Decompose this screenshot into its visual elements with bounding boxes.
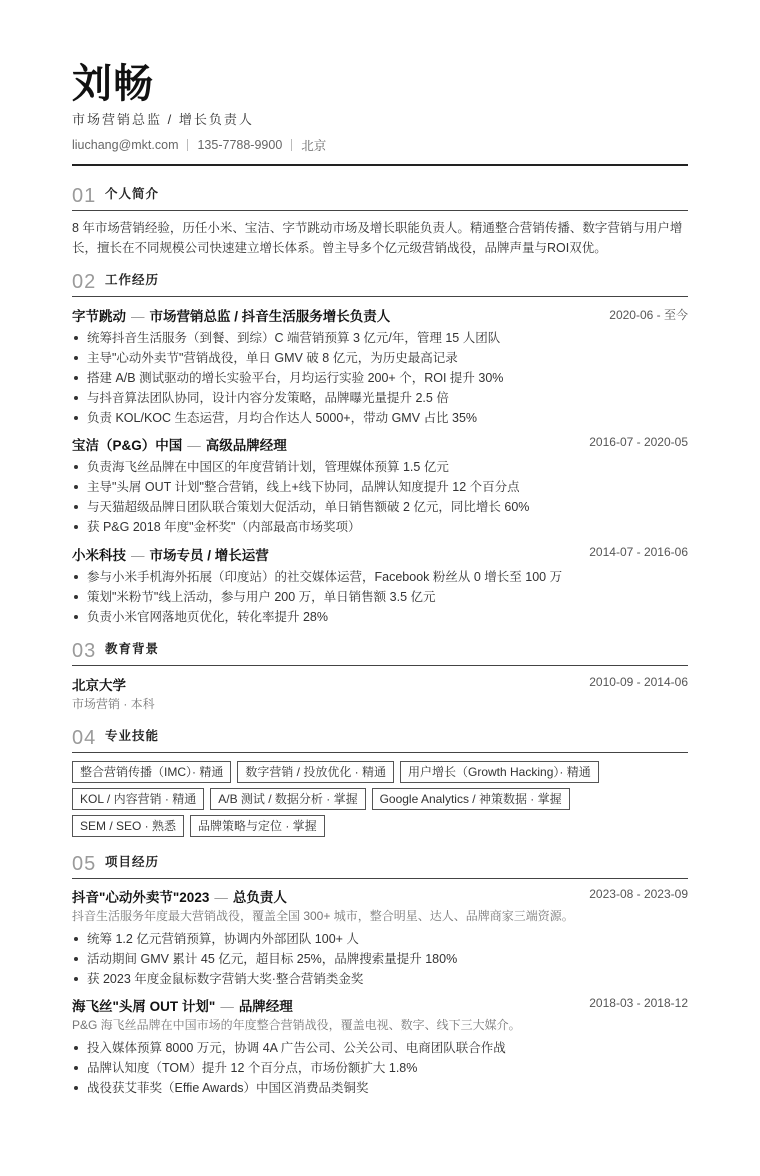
list-item: 与天猫超级品牌日团队联合策划大促活动，单日销售额破 2 亿元，同比增长 60% bbox=[72, 497, 688, 517]
job-role: 高级品牌经理 bbox=[205, 438, 287, 453]
job-bullets-pg bbox=[72, 457, 688, 537]
list-item: 负责小米官网落地页优化，转化率提升 28% bbox=[72, 607, 688, 627]
phone: 135-7788-9900 bbox=[197, 138, 283, 152]
list-item: 策划"米粉节"线上活动，参与用户 200 万，单日销售额 3.5 亿元 bbox=[72, 587, 688, 607]
section-header-profile bbox=[72, 182, 688, 211]
contact-divider bbox=[187, 139, 188, 151]
job-bullets-xiaomi bbox=[72, 567, 688, 627]
project-bullets-douyin bbox=[72, 929, 688, 989]
candidate-name: 刘畅 bbox=[72, 62, 154, 106]
list-item: 获 2023 年度金鼠标数字营销大奖·整合营销类金奖 bbox=[72, 969, 688, 989]
section-title: 教育背景 bbox=[105, 642, 160, 656]
section-title: 工作经历 bbox=[105, 273, 160, 287]
project-role: 总负责人 bbox=[232, 890, 287, 905]
job-bullets-bytedance bbox=[72, 328, 688, 428]
job-header-xiaomi bbox=[72, 544, 688, 564]
project-date: 2018-03 - 2018-12 bbox=[589, 996, 688, 1010]
contact-line bbox=[72, 136, 326, 154]
section-title: 项目经历 bbox=[105, 855, 160, 869]
project-name-role: 抖音"心动外卖节"2023 — 总负责人 bbox=[72, 890, 287, 905]
job-date: 2014-07 - 2016-06 bbox=[589, 545, 688, 559]
project-role: 品牌经理 bbox=[238, 999, 293, 1014]
skill-tag: 数字营销 / 投放优化 · 精通 bbox=[237, 761, 394, 783]
project-name: 抖音"心动外卖节"2023 bbox=[72, 890, 210, 905]
project-header-douyin bbox=[72, 886, 688, 906]
city: 北京 bbox=[301, 139, 327, 153]
skill-row bbox=[72, 788, 688, 810]
list-item: 活动期间 GMV 累计 45 亿元，超目标 25%，品牌搜索量提升 180% bbox=[72, 949, 688, 969]
section-header-work bbox=[72, 268, 688, 297]
job-org: 宝洁（P&G）中国 bbox=[72, 438, 183, 453]
project-name: 海飞丝"头屑 OUT 计划" bbox=[72, 999, 216, 1014]
section-number: 02 bbox=[72, 271, 97, 293]
list-item: 品牌认知度（TOM）提升 12 个百分点，市场份额扩大 1.8% bbox=[72, 1058, 688, 1078]
skill-row bbox=[72, 761, 688, 783]
section-header-education bbox=[72, 637, 688, 666]
section-number: 03 bbox=[72, 640, 97, 662]
project-description: P&G 海飞丝品牌在中国市场的年度整合营销战役，覆盖电视、数字、线下三大媒介。 bbox=[72, 1018, 521, 1032]
section-title: 个人简介 bbox=[105, 187, 160, 201]
list-item: 负责海飞丝品牌在中国区的年度营销计划，管理媒体预算 1.5 亿元 bbox=[72, 457, 688, 477]
profile-line: 8 年市场营销经验，历任小米、宝洁、字节跳动市场及增长职能负责人。精通整合营销传播、数字营销与用户增 bbox=[72, 221, 683, 235]
section-header-projects bbox=[72, 850, 688, 879]
project-name-role: 海飞丝"头屑 OUT 计划" — 品牌经理 bbox=[72, 999, 293, 1014]
list-item: 主导"心动外卖节"营销战役，单日 GMV 破 8 亿元，为历史最高记录 bbox=[72, 348, 688, 368]
contact-divider bbox=[291, 139, 292, 151]
education-header bbox=[72, 674, 688, 694]
skill-tag: A/B 测试 / 数据分析 · 掌握 bbox=[210, 788, 365, 810]
list-item: 与抖音算法团队协同，设计内容分发策略，品牌曝光量提升 2.5 倍 bbox=[72, 388, 688, 408]
skill-tag: Google Analytics / 神策数据 · 掌握 bbox=[372, 788, 570, 810]
list-item: 搭建 A/B 测试驱动的增长实验平台，月均运行实验 200+ 个，ROI 提升 30% bbox=[72, 368, 688, 388]
job-role: 市场营销总监 / 抖音生活服务增长负责人 bbox=[149, 309, 391, 324]
candidate-title: 市场营销总监 / 增长负责人 bbox=[72, 112, 254, 127]
job-org-role: 宝洁（P&G）中国 — 高级品牌经理 bbox=[72, 438, 287, 453]
job-org-role: 小米科技 — 市场专员 / 增长运营 bbox=[72, 548, 269, 563]
skill-tag: SEM / SEO · 熟悉 bbox=[72, 815, 184, 837]
section-title: 专业技能 bbox=[105, 729, 160, 743]
list-item: 主导"头屑 OUT 计划"整合营销，线上+线下协同，品牌认知度提升 12 个百分点 bbox=[72, 477, 688, 497]
school-name: 北京大学 bbox=[72, 678, 126, 693]
list-item: 战役获艾菲奖（Effie Awards）中国区消费品类铜奖 bbox=[72, 1078, 688, 1098]
email: liuchang@mkt.com bbox=[72, 138, 179, 152]
list-item: 统筹 1.2 亿元营销预算，协调内外部团队 100+ 人 bbox=[72, 929, 688, 949]
job-org-role: 字节跳动 — 市场营销总监 / 抖音生活服务增长负责人 bbox=[72, 309, 391, 324]
job-date: 2016-07 - 2020-05 bbox=[589, 435, 688, 449]
job-org: 字节跳动 bbox=[72, 309, 126, 324]
project-date: 2023-08 - 2023-09 bbox=[589, 887, 688, 901]
job-date: 2020-06 - 至今 bbox=[609, 308, 688, 322]
list-item: 参与小米手机海外拓展（印度站）的社交媒体运营，Facebook 粉丝从 0 增长至 100 万 bbox=[72, 567, 688, 587]
project-bullets-headshoulders bbox=[72, 1038, 688, 1098]
skill-tag: 用户增长（Growth Hacking）· 精通 bbox=[400, 761, 599, 783]
education-detail: 市场营销 · 本科 bbox=[72, 697, 155, 711]
section-header-skills bbox=[72, 724, 688, 753]
list-item: 投入媒体预算 8000 万元，协调 4A 广告公司、公关公司、电商团队联合作战 bbox=[72, 1038, 688, 1058]
job-role: 市场专员 / 增长运营 bbox=[149, 548, 269, 563]
list-item: 负责 KOL/KOC 生态运营，月均合作达人 5000+，带动 GMV 占比 35% bbox=[72, 408, 688, 428]
job-header-bytedance bbox=[72, 305, 688, 325]
profile-summary bbox=[72, 218, 688, 258]
section-number: 05 bbox=[72, 853, 97, 875]
project-header-headshoulders bbox=[72, 995, 688, 1015]
skill-tag: KOL / 内容营销 · 精通 bbox=[72, 788, 204, 810]
job-org: 小米科技 bbox=[72, 548, 126, 563]
list-item: 获 P&G 2018 年度"金杯奖"（内部最高市场奖项） bbox=[72, 517, 688, 537]
list-item: 统筹抖音生活服务（到餐、到综）C 端营销预算 3 亿元/年，管理 15 人团队 bbox=[72, 328, 688, 348]
header-divider bbox=[72, 164, 688, 166]
skill-row bbox=[72, 815, 688, 837]
section-number: 01 bbox=[72, 185, 97, 207]
job-header-pg bbox=[72, 434, 688, 454]
skill-tags bbox=[72, 761, 688, 842]
project-description: 抖音生活服务年度最大营销战役，覆盖全国 300+ 城市，整合明星、达人、品牌商家三端资源。 bbox=[72, 909, 574, 923]
profile-line: 长，擅长在不同规模公司快速建立增长体系。曾主导多个亿元级营销战役，品牌声量与ROI双优。 bbox=[72, 241, 607, 255]
education-date: 2010-09 - 2014-06 bbox=[589, 675, 688, 689]
section-number: 04 bbox=[72, 727, 97, 749]
skill-tag: 整合营销传播（IMC）· 精通 bbox=[72, 761, 231, 783]
skill-tag: 品牌策略与定位 · 掌握 bbox=[190, 815, 325, 837]
